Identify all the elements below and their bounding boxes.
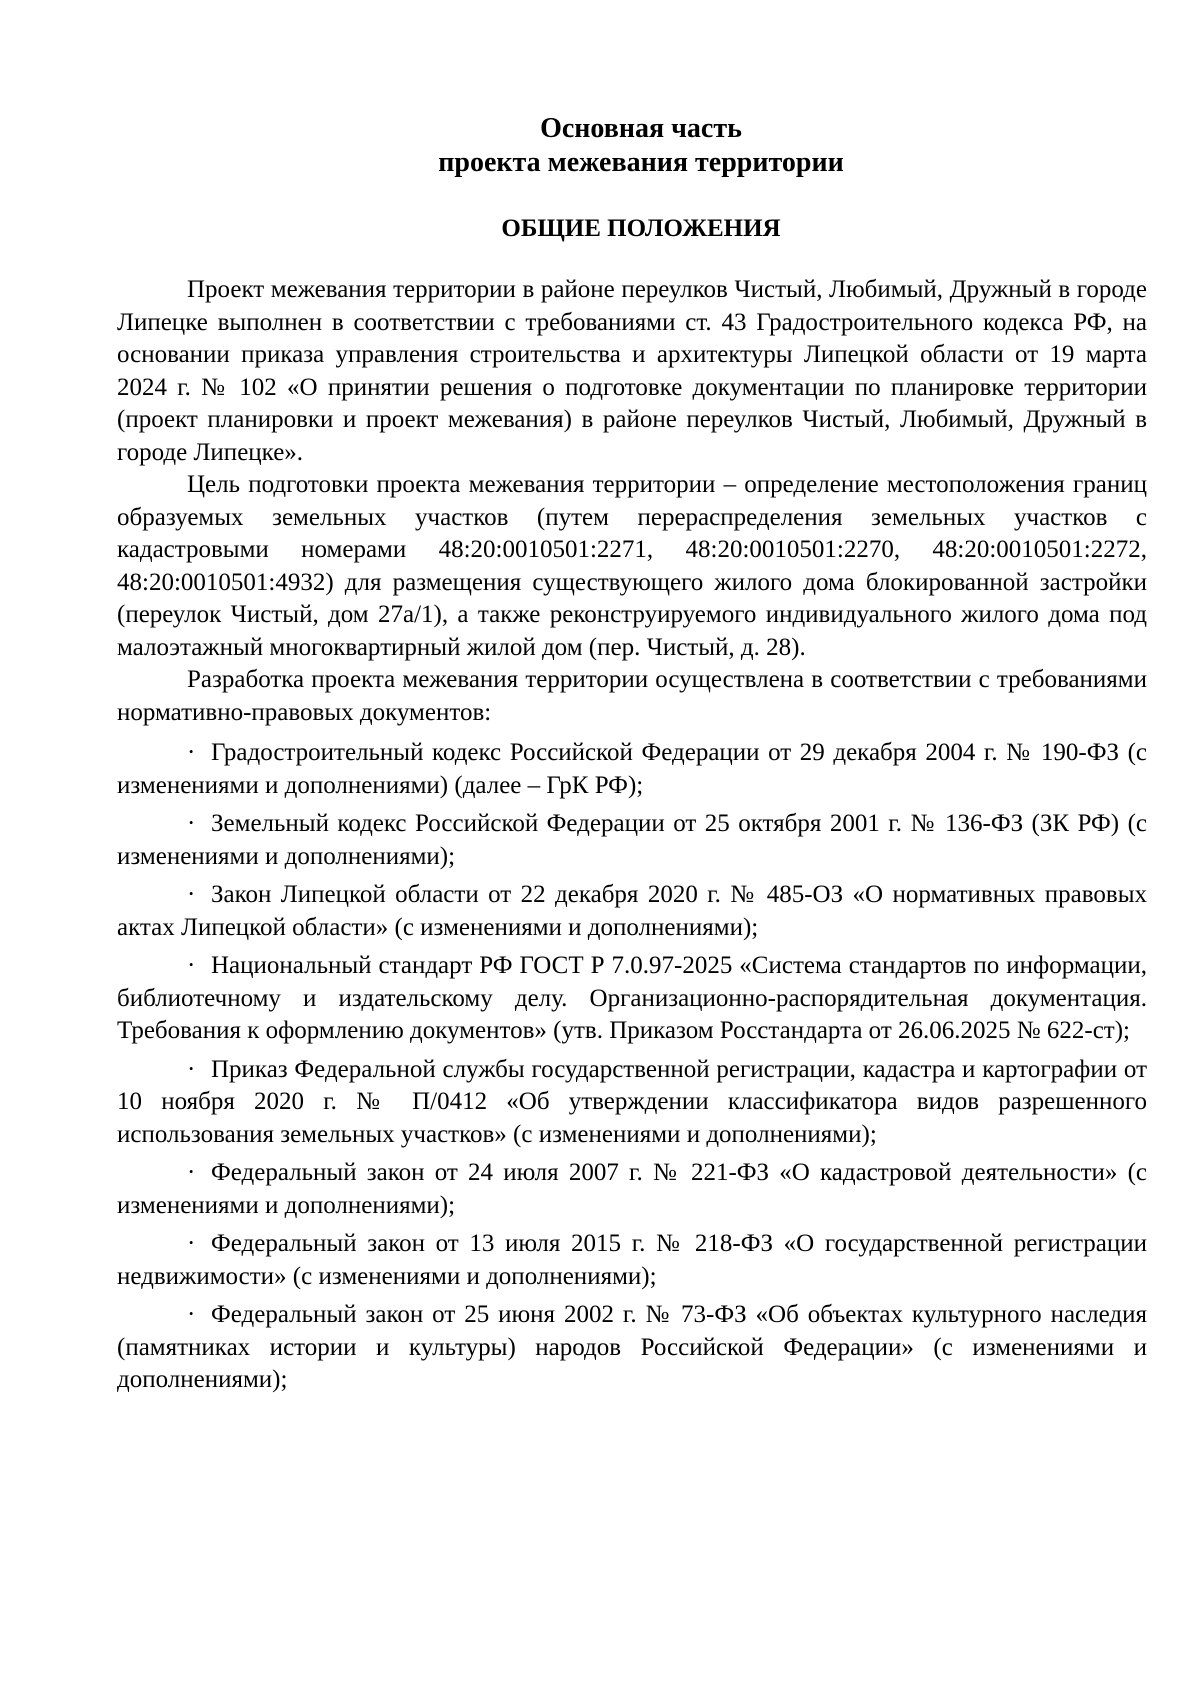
list-item-text: Федеральный закон от 25 июня 2002 г. № 73-ФЗ «Об объектах культурного наследия (памятниках истории и культуры) народов Российской Федерации» (с изменениями и дополнениями); (117, 1301, 1147, 1393)
bullet-icon: · (187, 1055, 196, 1083)
bullet-icon: · (187, 881, 196, 908)
document-body (117, 112, 1147, 1403)
regulations-list (117, 737, 1147, 1397)
list-item-text: Приказ Федеральной службы государственной регистрации, кадастра и картографии от 10 ноября 2020 г. № П/0412 «Об утверждении классификатора видов разрешенного использования земельных участков» (с изменениями и дополнениями); (117, 1055, 1147, 1148)
paragraph-purpose: Цель подготовки проекта межевания территории – определение местоположения границ образуемых земельных участков (путем перераспределения земельных участков с кадастровыми номерами 48:20:0010501:2271, 48:20:0010501:2270, 48:20:0010501:2272, 48:20:0010501:4932) для размещения существующего жилого дома блокированной застройки (переулок Чистый, дом 27а/1), а также реконструируемого индивидуального жилого дома под малоэтажный многоквартирный жилой дом (пер. Чистый, д. 28). (117, 471, 1147, 661)
list-item (117, 1299, 1147, 1397)
list-item-text: Земельный кодекс Российской Федерации от 25 октября 2001 г. № 136-ФЗ (ЗК РФ) (с изменениями и дополнениями); (117, 810, 1147, 870)
list-item (117, 950, 1147, 1048)
list-item-text: Закон Липецкой области от 22 декабря 2020 г. № 485-ОЗ «О нормативных правовых актах Липецкой области» (с изменениями и дополнениями); (117, 881, 1147, 941)
list-item (117, 808, 1147, 873)
document-title-line-2: проекта межевания территории (438, 147, 844, 178)
bullet-icon: · (187, 1230, 196, 1257)
list-item (117, 1054, 1147, 1152)
list-item-text: Национальный стандарт РФ ГОСТ Р 7.0.97-2025 «Система стандартов по информации, библиотечному и издательскому делу. Организационно-распорядительная документация. Требования к оформлению документов» (утв. Приказом Росстандарта от 26.06.2025 № 622-ст); (117, 952, 1147, 1044)
list-item (117, 1228, 1147, 1293)
list-item-text: Федеральный закон от 24 июля 2007 г. № 221-ФЗ «О кадастровой деятельности» (с изменениями и дополнениями); (117, 1159, 1147, 1219)
paragraph-regulations: Разработка проекта межевания территории осуществлена в соответствии с требованиями нормативно-правовых документов: (117, 666, 1147, 726)
bullet-icon: · (187, 739, 196, 766)
bullet-icon: · (187, 810, 196, 837)
document-title-line-1: Основная часть (540, 113, 742, 144)
list-item (117, 879, 1147, 944)
bullet-icon: · (187, 952, 196, 979)
list-item-text: Градостроительный кодекс Российской Федерации от 29 декабря 2004 г. № 190-ФЗ (с изменениями и дополнениями) (далее – ГрК РФ); (117, 739, 1147, 799)
list-item (117, 1157, 1147, 1222)
bullet-icon: · (187, 1159, 196, 1186)
paragraph-intro: Проект межевания территории в районе переулков Чистый, Любимый, Дружный в городе Липецке выполнен в соответствии с требованиями ст. 43 Градостроительного кодекса РФ, на основании приказа управления строительства и архитектуры Липецкой области от 19 марта 2024 г. № 102 «О принятии решения о подготовке документации по планировке территории (проект планировки и проект межевания) в районе переулков Чистый, Любимый, Дружный в городе Липецке». (117, 276, 1147, 466)
section-heading: ОБЩИЕ ПОЛОЖЕНИЯ (501, 215, 781, 242)
list-item (117, 737, 1147, 802)
bullet-icon: · (187, 1301, 196, 1328)
list-item-text: Федеральный закон от 13 июля 2015 г. № 218-ФЗ «О государственной регистрации недвижимости» (с изменениями и дополнениями); (117, 1230, 1147, 1290)
